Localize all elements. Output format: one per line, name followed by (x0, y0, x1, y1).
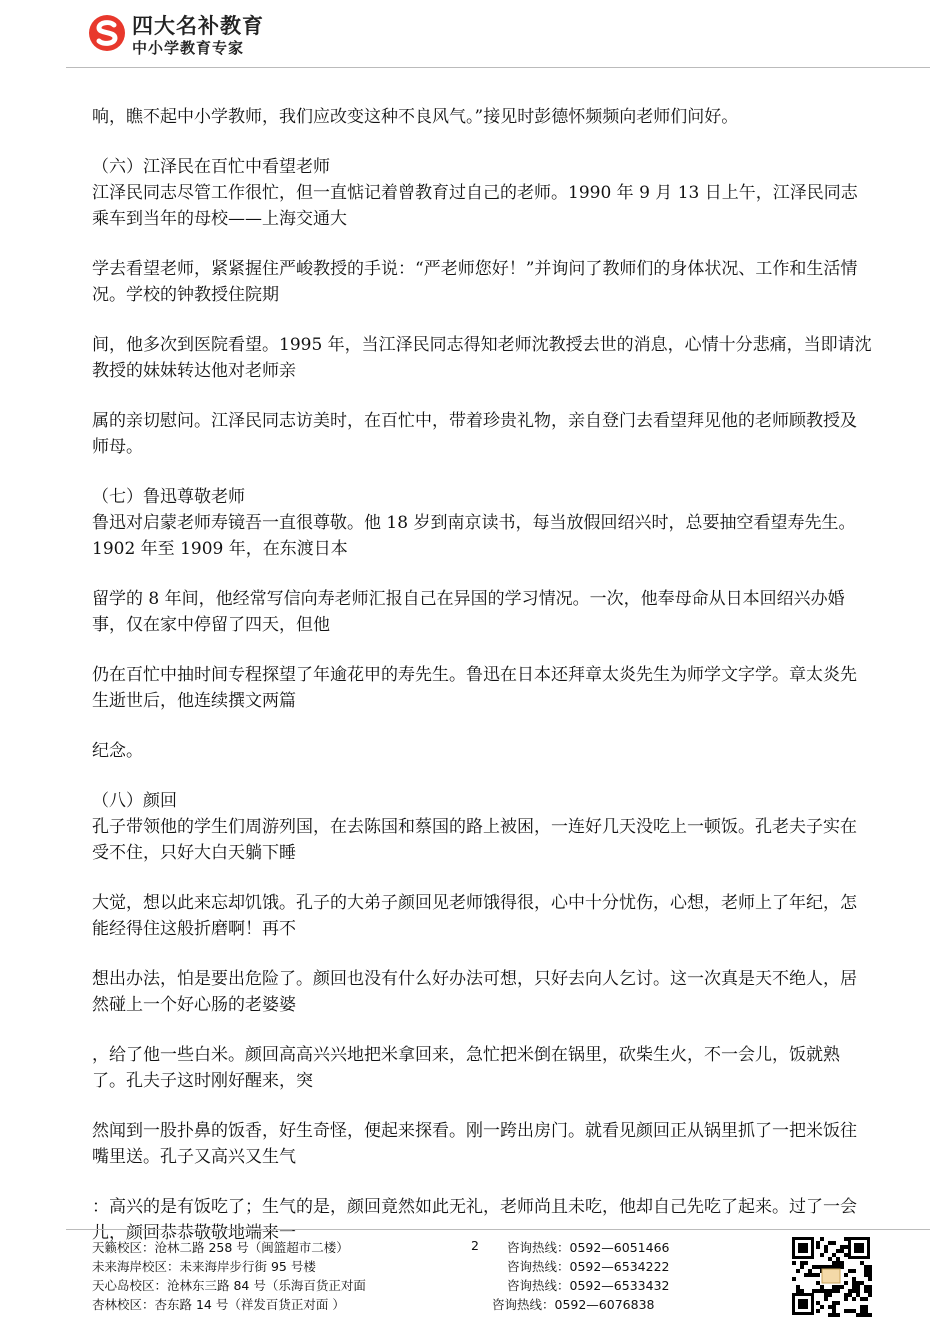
footer-row (92, 1276, 772, 1295)
spacer (92, 1094, 872, 1118)
hotline: 咨询热线：0592—6076838 (492, 1297, 655, 1312)
s-logo-icon (88, 14, 126, 52)
paragraph: 想出办法，怕是要出危险了。颜回也没有什么好办法可想，只好去向人乞讨。这一次真是天不绝人，居然碰上一个好心肠的老婆婆 (92, 969, 857, 1015)
paragraph: 鲁迅对启蒙老师寿镜吾一直很尊敬。他 18 岁到南京读书，每当放假回绍兴时，总要抽空看望寿先生。1902 年至 1909 年，在东渡日本 (92, 513, 856, 559)
paragraph: 属的亲切慰问。江泽民同志访美时，在百忙中，带着珍贵礼物，亲自登门去看望拜见他的老师顾教授及师母。 (92, 411, 857, 457)
spacer (92, 384, 872, 408)
spacer (92, 764, 872, 788)
spacer (92, 638, 872, 662)
campus-address: 天心岛校区：沧林东三路 84 号（乐海百货正对面 (92, 1278, 366, 1293)
spacer (92, 232, 872, 256)
footer-row (92, 1295, 772, 1314)
paragraph: 学去看望老师，紧紧握住严峻教授的手说：“严老师您好！”并询问了教师们的身体状况、工作和生活情况。学校的钟教授住院期 (92, 259, 858, 305)
spacer (92, 562, 872, 586)
spacer (92, 1018, 872, 1042)
qr-code-icon (790, 1235, 872, 1317)
page-header (0, 0, 950, 70)
brand-name: 四大名补教育 (132, 14, 264, 38)
paragraph: 然闻到一股扑鼻的饭香，好生奇怪，便起来探看。刚一跨出房门。就看见颜回正从锅里抓了一把米饭往嘴里送。孔子又高兴又生气 (92, 1121, 857, 1167)
spacer (92, 866, 872, 890)
hotline: 咨询热线：0592—6051466 (507, 1240, 670, 1255)
paragraph: ：高兴的是有饭吃了；生气的是，颜回竟然如此无礼，老师尚且未吃，他却自己先吃了起来。过了一会儿，颜回恭恭敬敬地端来一 (92, 1197, 857, 1243)
article-body (92, 104, 872, 1246)
spacer (92, 308, 872, 332)
spacer (92, 460, 872, 484)
paragraph: 留学的 8 年间，他经常写信向寿老师汇报自己在异国的学习情况。一次，他奉母命从日本回绍兴办婚事，仅在家中停留了四天，但他 (92, 589, 845, 635)
hotline: 咨询热线：0592—6534222 (507, 1259, 670, 1274)
spacer (92, 942, 872, 966)
section-heading: （八）颜回 (92, 791, 177, 811)
section-heading: （七）鲁迅尊敬老师 (92, 487, 245, 507)
page-footer (92, 1238, 772, 1314)
paragraph: 间，他多次到医院看望。1995 年，当江泽民同志得知老师沈教授去世的消息，心情十分悲痛，当即请沈教授的妹妹转达他对老师亲 (92, 335, 872, 381)
paragraph: 孔子带领他的学生们周游列国，在去陈国和蔡国的路上被困，一连好几天没吃上一顿饭。孔老夫子实在受不住，只好大白天躺下睡 (92, 817, 857, 863)
paragraph: 响，瞧不起中小学教师，我们应改变这种不良风气。”接见时彭德怀频频向老师们问好。 (92, 107, 739, 127)
header-divider (66, 67, 930, 68)
brand-tagline: 中小学教育专家 (132, 39, 245, 57)
footer-row (92, 1257, 772, 1276)
spacer (92, 130, 872, 154)
spacer (92, 1170, 872, 1194)
paragraph: 大觉，想以此来忘却饥饿。孔子的大弟子颜回见老师饿得很，心中十分忧伤，心想，老师上了年纪，怎能经得住这般折磨啊！再不 (92, 893, 857, 939)
paragraph: 江泽民同志尽管工作很忙，但一直惦记着曾教育过自己的老师。1990 年 9 月 13 日上午，江泽民同志乘车到当年的母校——上海交通大 (92, 183, 858, 229)
paragraph: 仍在百忙中抽时间专程探望了年逾花甲的寿先生。鲁迅在日本还拜章太炎先生为师学文字学。章太炎先生逝世后，他连续撰文两篇 (92, 665, 857, 711)
spacer (92, 714, 872, 738)
footer-divider (66, 1229, 930, 1230)
page-number: 2 (471, 1238, 479, 1253)
campus-address: 天籁校区：沧林二路 258 号（闽篮超市二楼） (92, 1240, 349, 1255)
section-heading: （六）江泽民在百忙中看望老师 (92, 157, 330, 177)
footer-row (92, 1238, 772, 1257)
paragraph: 纪念。 (92, 741, 143, 761)
hotline: 咨询热线：0592—6533432 (507, 1278, 670, 1293)
campus-address: 未来海岸校区：未来海岸步行街 95 号楼 (92, 1259, 316, 1274)
campus-address: 杏林校区：杏东路 14 号（祥发百货正对面 ） (92, 1297, 345, 1312)
paragraph: ，给了他一些白米。颜回高高兴兴地把米拿回来，急忙把米倒在锅里，砍柴生火，不一会儿，饭就熟了。孔夫子这时刚好醒来，突 (92, 1045, 840, 1091)
